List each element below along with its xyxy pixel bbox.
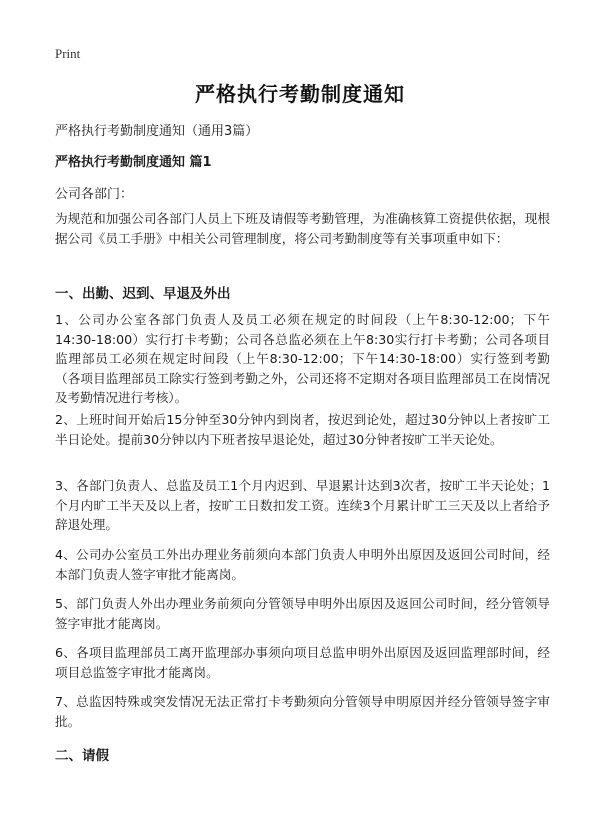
list-item: 5、部门负责人外出办理业务前须向分管领导申明外出原因及返回公司时间，经分管领导签字审批才能离岗。 — [55, 596, 550, 631]
section-heading-leave: 二、请假 — [55, 748, 109, 764]
list-item: 6、各项目监理部员工离开监理部办事须向项目总监申明外出原因及返回监理部时间，经项目总监签字审批才能离岗。 — [55, 645, 550, 680]
list-item: 7、总监因特殊或突发情况无法正常打卡考勤须向分管领导申明原因并经分管领导签字审批。 — [55, 694, 550, 729]
list-item: 4、公司办公室员工外出办理业务前须向本部门负责人申明外出原因及返回公司时间，经本部门负责人签字审批才能离岗。 — [55, 547, 550, 582]
list-item: 1、公司办公室各部门负责人及员工必须在规定的时间段（上午8:30-12:00；下午14:30-18:00）实行打卡考勤；公司各总监必须在上午8:30实行打卡考勤；公司各项目监理部员工必须在规定时间段（上午8:30-12:00；下午14:30-18:00）实行签到考勤（各项目监理部员工除实行签到考勤之外，公司还将不定期对各项目监理部员工在岗情况及考勤情况进行考核）。 — [55, 312, 550, 405]
list-item: 3、各部门负责人、总监及员工1个月内迟到、早退累计达到3次者，按旷工半天论处；1个月内旷工半天及以上者，按旷工日数扣发工资。连续3个月累计旷工三天及以上者给予辞退处理。 — [55, 478, 550, 532]
article-title: 严格执行考勤制度通知 篇1 — [55, 155, 212, 170]
section-heading-attendance: 一、出勤、迟到、早退及外出 — [55, 286, 231, 302]
list-item: 2、上班时间开始后15分钟至30分钟内到岗者，按迟到论处，超过30分钟以上者按旷工半日论处。提前30分钟以内下班者按早退论处，超过30分钟者按旷工半天论处。 — [55, 412, 550, 447]
intro-paragraph: 为规范和加强公司各部门人员上下班及请假等考勤管理，为准确核算工资提供依据，现根据公司《员工手册》中相关公司管理制度，将公司考勤制度等有关事项重申如下： — [55, 211, 550, 246]
salutation: 公司各部门： — [55, 187, 134, 202]
page-title: 严格执行考勤制度通知 — [195, 82, 405, 106]
print-link[interactable]: Print — [55, 46, 81, 61]
document-subtitle: 严格执行考勤制度通知（通用3篇） — [55, 124, 259, 139]
